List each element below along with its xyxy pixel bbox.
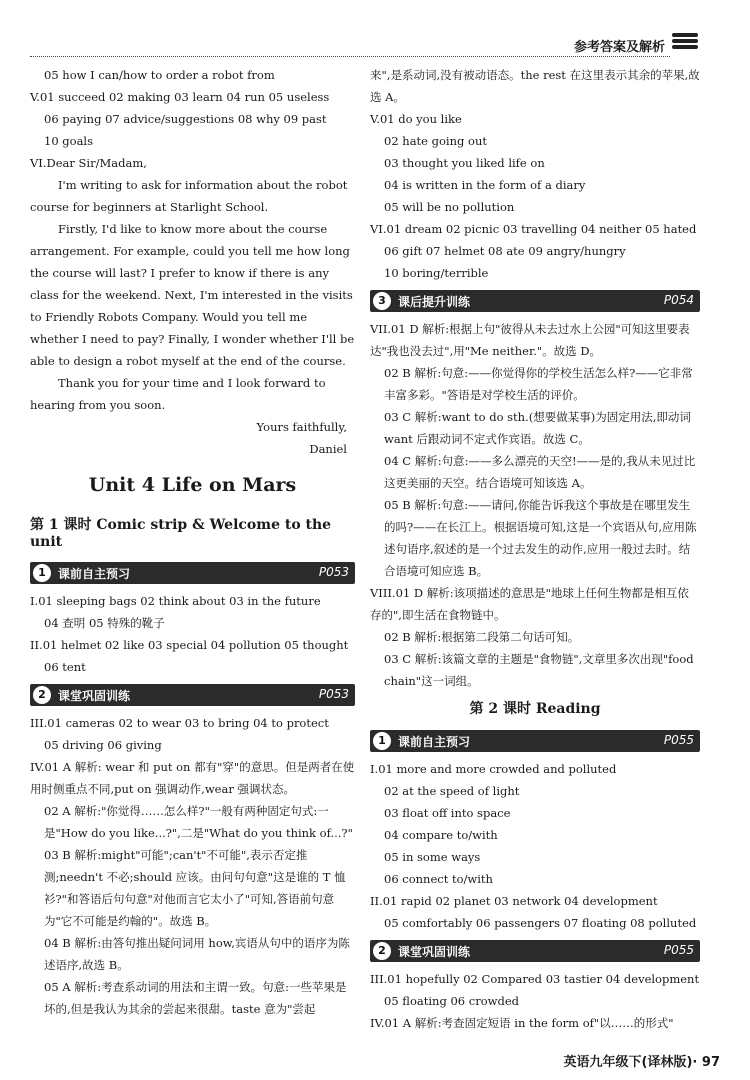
explanation: 02 B 解析:句意:——你觉得你的学校生活怎么样?——它非常丰富多彩。"答语是对学校生活的评价。 [384,366,693,402]
answer-line: 05 driving 06 giving [44,738,162,752]
answer-line: 03 thought you liked life on [384,156,545,170]
answer-line: 03 float off into space [384,806,511,820]
explanation: IV.01 A 解析:考查固定短语 in the form of"以……的形式" [370,1016,674,1030]
section-bar [370,730,700,752]
explanation: 03 B 解析:might"可能";can't"不可能",表示否定推测;needn't 不必;should 应该。由问句句意"这是谁的 T 恤衫?"和答语后句句意"对他而言它太小了"可知,答语前句意为"它不可能是约翰的"。故选 B。 [44,848,346,928]
explanation: 04 B 解析:由答句推出疑问词用 how,宾语从句中的语序为陈述语序,故选 B。 [44,936,350,972]
section-bar [30,562,355,584]
answer-line: III.01 hopefully 02 Compared 03 tastier 04 development [370,972,700,986]
section-label: 课堂巩固训练 [58,689,131,703]
answer-line: 05 how I can/how to order a robot from [44,68,275,82]
section-page: P053 [318,565,349,579]
explanation: 05 A 解析:考查系动词的用法和主谓一致。句意:一些苹果是坏的,但是我认为其余的尝起来很甜。taste 意为"尝起 [44,980,347,1016]
explanation: VII.01 D 解析:根据上句"彼得从未去过水上公园"可知这里要表达"我也没去过",用"Me neither."。故选 D。 [370,322,690,358]
letter-paragraph: I'm writing to ask for information about the robot course for beginners at Starlight School. [30,178,348,214]
answer-line: 05 comfortably 06 passengers 07 floating 08 polluted [384,916,697,930]
section-bar [30,684,355,706]
answer-line: 06 connect to/with [384,872,493,886]
answer-line: 04 is written in the form of a diary [384,178,586,192]
unit-title: Unit 4 Life on Mars [88,474,297,496]
section-bar [370,940,700,962]
answer-line: 06 tent [44,660,86,674]
books-icon [672,33,698,55]
explanation: 04 C 解析:句意:——多么漂亮的天空!——是的,我从未见过比这更美丽的天空。结合语境可知该选 A。 [384,454,696,490]
explanation: 03 C 解析:该篇文章的主题是"食物链",文章里多次出现"food chain"这一词组。 [384,652,694,688]
section-number: 2 [373,942,391,960]
explanation: 03 C 解析:want to do sth.(想要做某事)为固定用法,即动词 want 后跟动词不定式作宾语。故选 C。 [384,410,691,446]
answer-line: V.01 do you like [370,112,462,126]
answer-line: III.01 cameras 02 to wear 03 to bring 04 to protect [30,716,329,730]
page-header [30,30,720,58]
section-label: 课前自主预习 [398,735,471,749]
section-label: 课堂巩固训练 [398,945,471,959]
answer-line: 06 gift 07 helmet 08 ate 09 angry/hungry [384,244,626,258]
page-footer: 英语九年级下(译林版)· 97 [563,1055,720,1070]
explanation: 02 B 解析:根据第二段第二句话可知。 [384,630,580,644]
letter-salutation: VI.Dear Sir/Madam, [30,156,147,170]
header-rule [30,56,670,57]
explanation: VIII.01 D 解析:该项描述的意思是"地球上任何生物都是相互依存的",即生活在食物链中。 [370,586,689,622]
answer-line: 05 in some ways [384,850,481,864]
section-number: 1 [373,732,391,750]
left-column [30,64,355,1020]
answer-line: 05 will be no pollution [384,200,515,214]
answer-line: I.01 sleeping bags 02 think about 03 in the future [30,594,321,608]
letter-paragraph: Thank you for your time and I look forward to hearing from you soon. [30,376,326,412]
answer-line: 04 compare to/with [384,828,498,842]
section-number: 3 [373,292,391,310]
section-label: 课前自主预习 [58,567,131,581]
explanation: 来",是系动词,没有被动语态。the rest 在这里表示其余的苹果,故选 A。 [370,68,700,104]
section-page: P055 [663,943,694,957]
answer-line: 10 goals [44,134,94,148]
section-page: P055 [663,733,694,747]
section-number: 2 [33,686,51,704]
answer-line: V.01 succeed 02 making 03 learn 04 run 05 useless [30,90,330,104]
answer-line: 05 floating 06 crowded [384,994,519,1008]
lesson-title: 第 2 课时 Reading [469,701,601,717]
explanation: 05 B 解析:句意:——请问,你能告诉我这个事故是在哪里发生的吗?——在长江上。根据语境可知,这是一个宾语从句,应用陈述句语序,叙述的是一个过去发生的动作,应用一般过去时。结合语境可知应选 B。 [384,498,697,578]
right-column [370,64,700,1034]
explanation: IV.01 A 解析: wear 和 put on 都有"穿"的意思。但是两者在使用时侧重点不同,put on 强调动作,wear 强调状态。 [30,760,355,796]
explanation: 02 A 解析:"你觉得……怎么样?"一般有两种固定句式:一是"How do you like...?",二是"What do you think of...?" [44,804,353,840]
answer-line: VI.01 dream 02 picnic 03 travelling 04 neither 05 hated [370,222,697,236]
answer-line: I.01 more and more crowded and polluted [370,762,617,776]
answer-line: 02 hate going out [384,134,487,148]
answer-line: II.01 rapid 02 planet 03 network 04 development [370,894,658,908]
answer-line: 04 查明 05 特殊的靴子 [44,616,165,630]
letter-paragraph: Firstly, I'd like to know more about the course arrangement. For example, could you tell me how long the course will last? I prefer to know if there is any class for the weekend. Next, I'm interested in the visits to Friendly Robots Company. Would you tell me whether I need to pay? Finally, I wonder whether I'll be able to design a robot myself at the end of the course. [30,222,355,368]
section-label: 课后提升训练 [398,295,471,309]
answer-line: 06 paying 07 advice/suggestions 08 why 09 past [44,112,327,126]
answer-line: 10 boring/terrible [384,266,489,280]
letter-signature: Daniel [309,442,347,456]
answer-line: II.01 helmet 02 like 03 special 04 pollution 05 thought [30,638,349,652]
lesson-title: 第 1 课时 Comic strip & Welcome to the unit [30,517,332,550]
section-page: P053 [318,687,349,701]
section-number: 1 [33,564,51,582]
answer-line: 02 at the speed of light [384,784,520,798]
header-title: 参考答案及解析 [573,40,665,55]
section-page: P054 [663,293,694,307]
letter-closing: Yours faithfully, [256,420,347,434]
section-bar [370,290,700,312]
